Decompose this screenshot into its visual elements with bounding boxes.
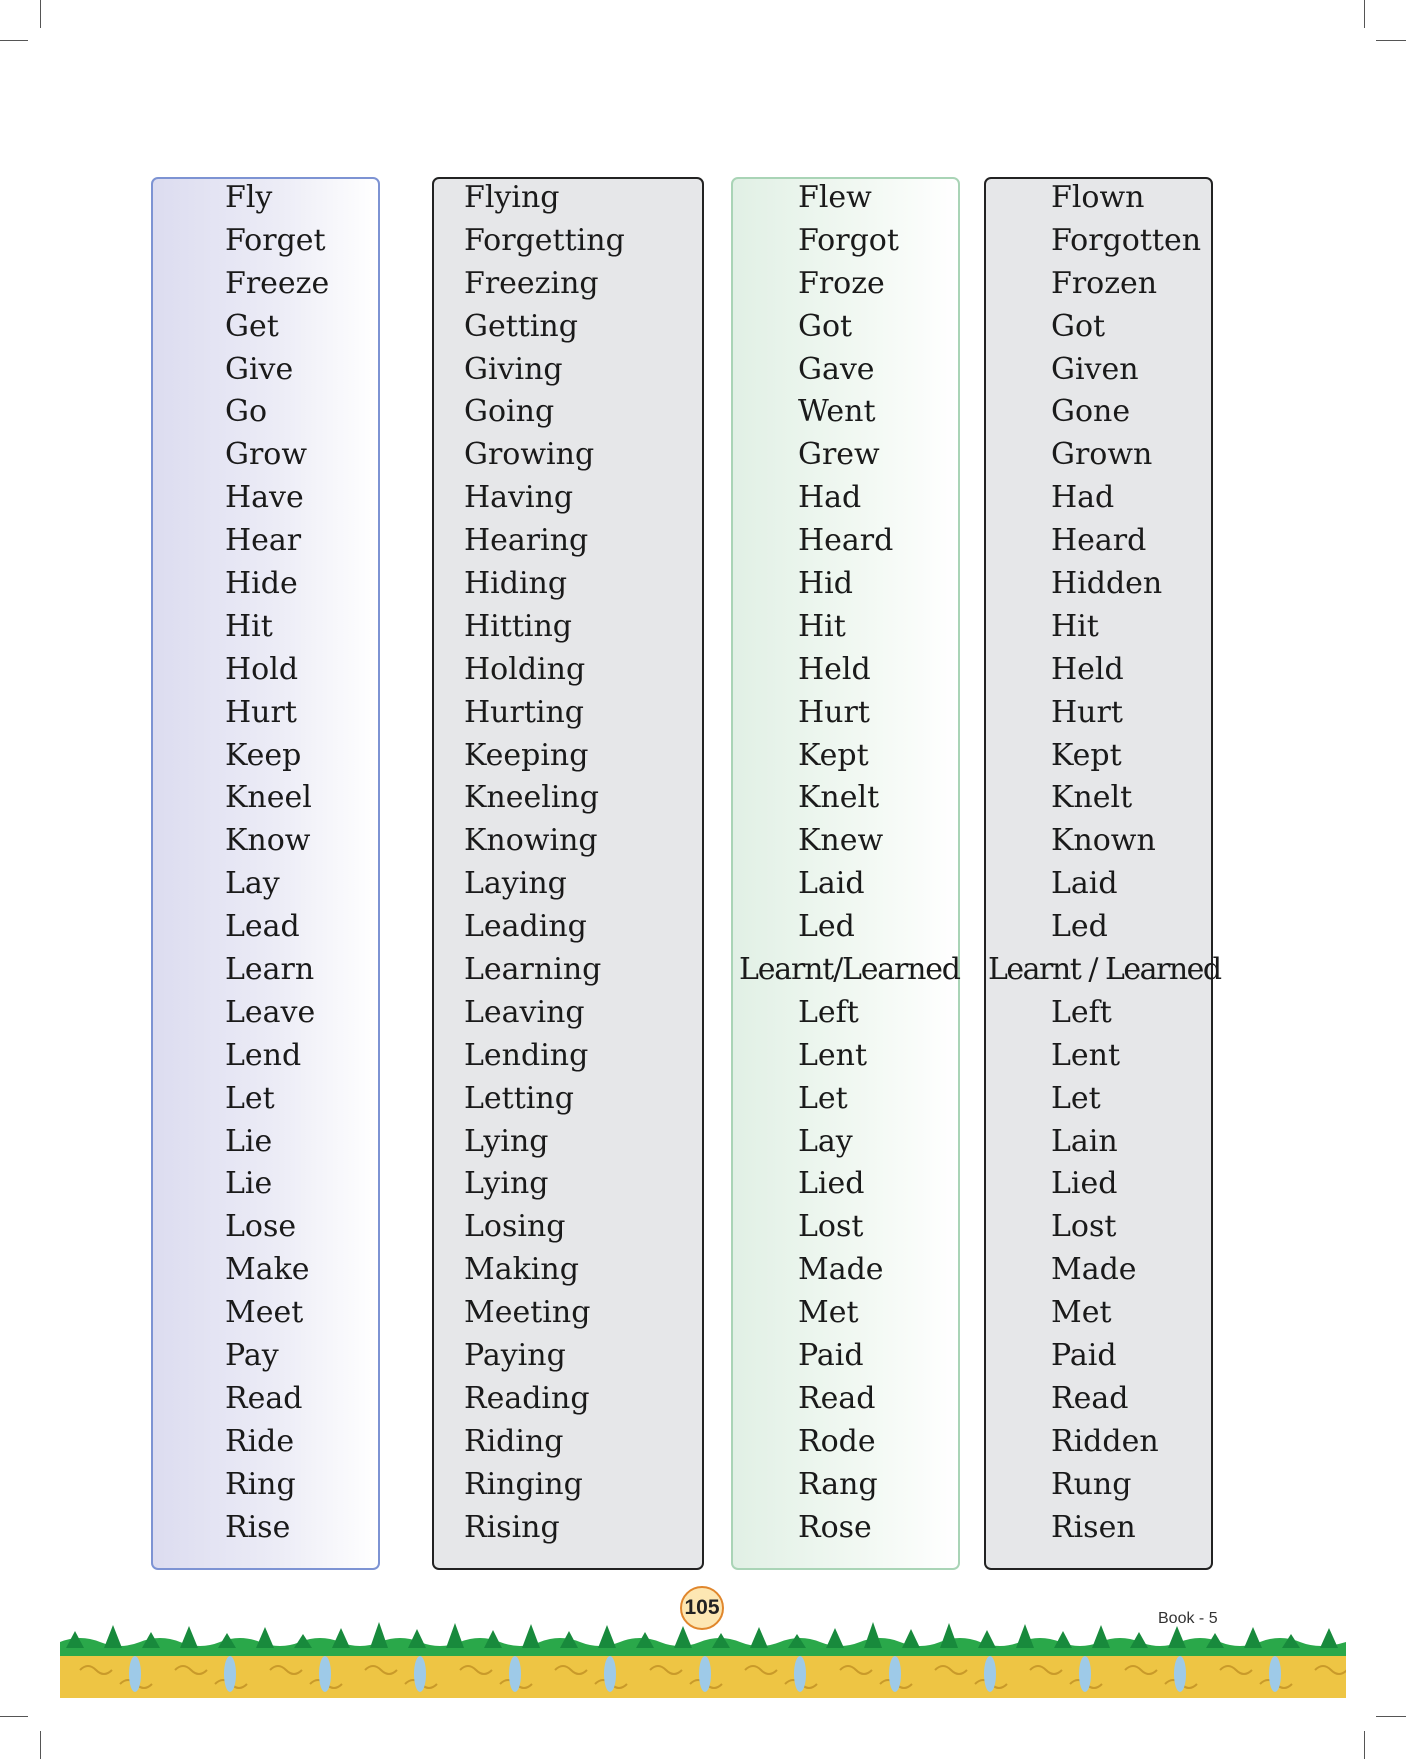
verb-form: Read — [225, 1380, 303, 1416]
verb-form: Keeping — [464, 737, 589, 773]
verb-form: Forget — [225, 222, 326, 258]
verb-form: Met — [1051, 1295, 1112, 1331]
verb-form: Hurt — [798, 694, 870, 730]
verb-form: Kept — [1051, 737, 1122, 773]
verb-form: Led — [798, 909, 855, 945]
verb-form: Paying — [464, 1338, 566, 1374]
verb-form: Grow — [225, 437, 308, 473]
verb-form: Lend — [225, 1037, 302, 1073]
verb-form: Read — [798, 1380, 876, 1416]
verb-form: Forgot — [798, 222, 899, 258]
verb-form: Rise — [225, 1509, 291, 1545]
verb-form: Lending — [464, 1037, 589, 1073]
past-participle-column — [984, 177, 1221, 1570]
verb-form: Gave — [798, 351, 875, 387]
verb-form: Grew — [798, 437, 880, 473]
verb-form: Risen — [1051, 1509, 1136, 1545]
verb-form: Knelt — [1051, 780, 1133, 816]
verb-form: Met — [798, 1295, 859, 1331]
verb-form: Froze — [798, 265, 885, 301]
verb-form: Give — [225, 351, 294, 387]
crop-mark — [0, 1716, 28, 1717]
verb-form: Learning — [464, 952, 602, 988]
verb-form: Rung — [1051, 1466, 1132, 1502]
verb-form: Held — [1051, 651, 1124, 687]
verb-form: Riding — [464, 1423, 564, 1459]
verb-form: Giving — [464, 351, 563, 387]
verb-form: Lying — [464, 1166, 549, 1202]
verb-form: Forgetting — [464, 222, 625, 258]
verb-form: Hiding — [464, 566, 568, 602]
verb-form: Hearing — [464, 523, 589, 559]
verb-form: Know — [225, 823, 311, 859]
verb-form: Heard — [798, 523, 894, 559]
verb-form: Made — [798, 1252, 884, 1288]
verb-form: Leading — [464, 909, 587, 945]
base-form-column — [151, 177, 380, 1570]
verb-form: Lay — [225, 866, 280, 902]
verb-form: Flown — [1051, 180, 1145, 215]
ing-form-column — [432, 177, 704, 1570]
verb-form: Hit — [798, 608, 846, 644]
verb-form: Go — [225, 394, 268, 430]
verb-form: Went — [798, 394, 876, 430]
verb-form: Making — [464, 1252, 579, 1288]
past-tense-column — [731, 177, 960, 1570]
verb-form: Kneel — [225, 780, 312, 816]
verb-form: Holding — [464, 651, 586, 687]
verb-form: Rising — [464, 1509, 560, 1545]
verb-form: Hold — [225, 651, 299, 687]
verb-form: Got — [1051, 308, 1106, 344]
verb-form: Hurting — [464, 694, 584, 730]
verb-form: Lain — [1051, 1123, 1118, 1159]
verb-form: Rode — [798, 1423, 876, 1459]
verb-form: Laid — [1051, 866, 1118, 902]
verb-form: Rang — [798, 1466, 878, 1502]
verb-form: Heard — [1051, 523, 1147, 559]
verb-form: Hidden — [1051, 566, 1163, 602]
verb-form: Made — [1051, 1252, 1137, 1288]
word-list — [986, 177, 1221, 1550]
verb-form: Hid — [798, 566, 853, 602]
verb-form: Make — [225, 1252, 310, 1288]
verb-form: Forgotten — [1051, 222, 1202, 258]
verb-form: Have — [225, 480, 304, 516]
crop-mark — [1364, 1731, 1365, 1759]
verb-form: Given — [1051, 351, 1139, 387]
verb-form: Hit — [225, 608, 273, 644]
verb-form: Paid — [798, 1338, 864, 1374]
verb-form: Let — [225, 1080, 275, 1116]
verb-form: Read — [1051, 1380, 1129, 1416]
verb-form: Had — [1051, 480, 1115, 516]
verb-form: Freeze — [225, 265, 330, 301]
book-label: Book - 5 — [1158, 1610, 1218, 1627]
verb-form: Let — [798, 1080, 848, 1116]
verb-form: Knowing — [464, 823, 598, 859]
verb-form: Leaving — [464, 994, 585, 1030]
verb-form: Fly — [225, 180, 273, 215]
verb-form: Laid — [798, 866, 865, 902]
verb-form: Left — [1051, 994, 1112, 1030]
verb-form: Kept — [798, 737, 869, 773]
verb-form: Frozen — [1051, 265, 1158, 301]
verb-form: Freezing — [464, 265, 599, 301]
verb-form: Flew — [798, 180, 872, 215]
verb-form: Ringing — [464, 1466, 583, 1502]
verb-form: Keep — [225, 737, 302, 773]
verb-form: Learnt/Learned — [739, 952, 960, 988]
verb-form: Held — [798, 651, 871, 687]
verb-form: Lying — [464, 1123, 549, 1159]
verb-form: Lent — [1051, 1037, 1121, 1073]
verb-form: Got — [798, 308, 853, 344]
verb-form: Lent — [798, 1037, 868, 1073]
verb-form: Knelt — [798, 780, 880, 816]
verb-form: Hide — [225, 566, 298, 602]
verb-form: Hit — [1051, 608, 1099, 644]
crop-mark — [1364, 0, 1365, 28]
verb-form: Meet — [225, 1295, 304, 1331]
verb-form: Getting — [464, 308, 578, 344]
verb-form: Lie — [225, 1123, 273, 1159]
verb-form: Lie — [225, 1166, 273, 1202]
grass-strip — [60, 1638, 1346, 1656]
verb-form: Hear — [225, 523, 302, 559]
verb-form: Lost — [798, 1209, 864, 1245]
verb-form: Lose — [225, 1209, 297, 1245]
verb-form: Laying — [464, 866, 567, 902]
verb-form: Known — [1051, 823, 1156, 859]
verb-form: Kneeling — [464, 780, 599, 816]
verb-form: Let — [1051, 1080, 1101, 1116]
word-list — [434, 177, 702, 1550]
verb-form: Lead — [225, 909, 300, 945]
verb-form: Reading — [464, 1380, 590, 1416]
verb-form: Losing — [464, 1209, 566, 1245]
crop-mark — [40, 0, 41, 28]
crop-mark — [40, 1731, 41, 1759]
verb-form: Ring — [225, 1466, 296, 1502]
verb-form: Lied — [1051, 1166, 1118, 1202]
verb-form: Hitting — [464, 608, 572, 644]
verb-form: Letting — [464, 1080, 574, 1116]
verb-form: Lied — [798, 1166, 865, 1202]
verb-form: Paid — [1051, 1338, 1117, 1374]
verb-form: Ridden — [1051, 1423, 1159, 1459]
page-number: 105 — [680, 1586, 724, 1630]
verb-form: Learnt / Learned — [988, 952, 1221, 988]
verb-form: Ride — [225, 1423, 295, 1459]
verb-form: Leave — [225, 994, 316, 1030]
verb-form: Learn — [225, 952, 315, 988]
verb-form: Flying — [464, 180, 560, 215]
verb-form: Get — [225, 308, 279, 344]
crop-mark — [0, 40, 28, 41]
verb-form: Lost — [1051, 1209, 1117, 1245]
verb-form: Rose — [798, 1509, 872, 1545]
verb-form: Meeting — [464, 1295, 591, 1331]
verb-form: Grown — [1051, 437, 1153, 473]
verb-form: Had — [798, 480, 862, 516]
word-list — [733, 177, 958, 1550]
verb-form: Led — [1051, 909, 1108, 945]
verb-form: Gone — [1051, 394, 1131, 430]
crop-mark — [1376, 40, 1406, 41]
verb-form: Growing — [464, 437, 595, 473]
verb-form: Pay — [225, 1338, 279, 1374]
verb-form: Lay — [798, 1123, 853, 1159]
verb-form: Knew — [798, 823, 884, 859]
verb-form: Having — [464, 480, 574, 516]
verb-form: Hurt — [225, 694, 297, 730]
word-list — [153, 177, 378, 1550]
verb-form: Left — [798, 994, 859, 1030]
verb-form: Hurt — [1051, 694, 1123, 730]
crop-mark — [1376, 1716, 1406, 1717]
verb-form: Going — [464, 394, 555, 430]
